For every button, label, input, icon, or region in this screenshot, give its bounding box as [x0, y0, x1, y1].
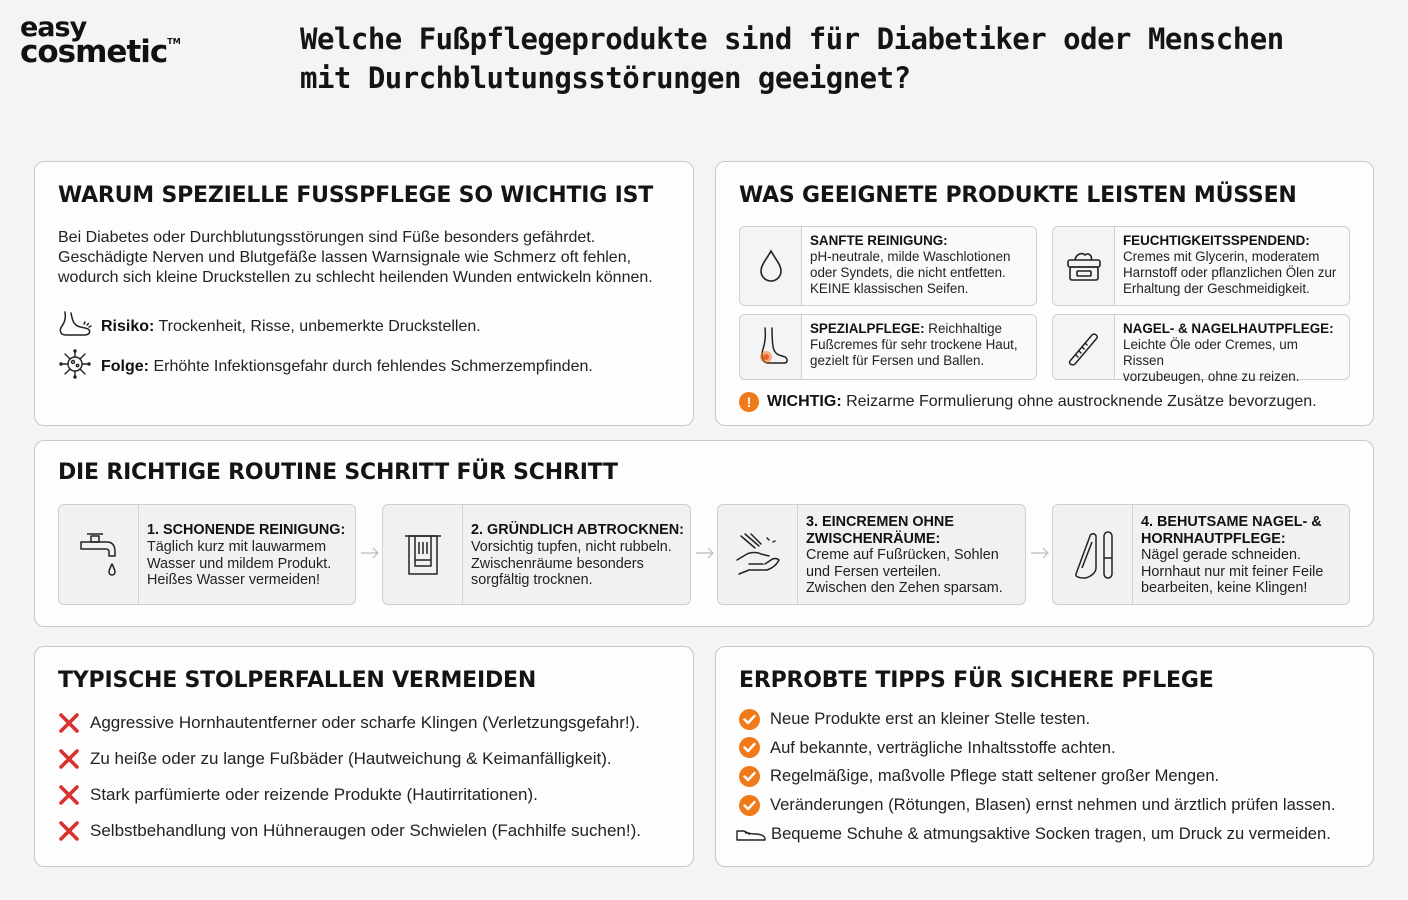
- step-arrow-icon: [360, 547, 380, 559]
- page-title: Welche Fußpflegeprodukte sind für Diabetiker oder Menschen mit Durchblutungsstörungen geeignet?: [300, 22, 1284, 95]
- red-x-icon: [58, 784, 80, 806]
- pitfalls-panel: [34, 646, 694, 867]
- red-x-icon: [58, 712, 80, 734]
- pitfalls-list: [58, 705, 641, 849]
- hand-cream-icon: [718, 505, 798, 604]
- list-item: Aggressive Hornhautentferner oder scharfe Klingen (Verletzungsgefahr!).: [58, 705, 641, 741]
- tips-panel: [715, 646, 1374, 867]
- orange-check-icon: [739, 766, 760, 787]
- list-item: Bequeme Schuhe & atmungsaktive Socken tragen, um Druck zu vermeiden.: [739, 819, 1335, 848]
- products-heading: WAS GEEIGNETE PRODUKTE LEISTEN MÜSSEN: [739, 183, 1297, 208]
- foot-heel-icon: [740, 315, 802, 379]
- list-item: Auf bekannte, verträgliche Inhaltsstoffe achten.: [739, 734, 1335, 763]
- why-panel: [34, 161, 694, 426]
- tips-list: [739, 705, 1335, 848]
- towel-icon: [383, 505, 463, 604]
- risk-row: Risiko: Trockenheit, Risse, unbemerkte Druckstellen.: [57, 310, 481, 343]
- product-card-nail-care: NAGEL- & NAGELHAUTPFLEGE: Leichte Öle oder Cremes, um Rissen vorzubeugen, ohne zu reizen.: [1052, 314, 1350, 380]
- list-item: Veränderungen (Rötungen, Blasen) ernst nehmen und ärztlich prüfen lassen.: [739, 791, 1335, 820]
- consequence-row: Folge: Erhöhte Infektionsgefahr durch fehlendes Schmerzempfinden.: [57, 348, 593, 385]
- list-item: Stark parfümierte oder reizende Produkte (Hautirritationen).: [58, 777, 641, 813]
- routine-heading: DIE RICHTIGE ROUTINE SCHRITT FÜR SCHRITT: [58, 460, 618, 485]
- nail-clipper-icon: [1053, 505, 1133, 604]
- list-item: Neue Produkte erst an kleiner Stelle testen.: [739, 705, 1335, 734]
- foot-outline-icon: [57, 310, 93, 343]
- red-x-icon: [58, 820, 80, 842]
- routine-step-1: 1. SCHONENDE REINIGUNG: Täglich kurz mit lauwarmem Wasser und mildem Produkt. Heißes Wasser vermeiden!: [58, 504, 356, 605]
- faucet-icon: [59, 505, 139, 604]
- routine-step-2: 2. GRÜNDLICH ABTROCKNEN: Vorsichtig tupfen, nicht rubbeln. Zwischenräume besonders sorgfältig trocknen.: [382, 504, 691, 605]
- products-panel: [715, 161, 1374, 426]
- warning-icon: !: [739, 392, 759, 412]
- routine-step-4: 4. BEHUTSAME NAGEL- & HORNHAUTPFLEGE: Nägel gerade schneiden. Hornhaut nur mit feiner Feile bearbeiten, keine Klingen!: [1052, 504, 1350, 605]
- orange-check-icon: [739, 795, 760, 816]
- water-drop-icon: [740, 227, 802, 305]
- product-card-special-care: SPEZIALPFLEGE: Reichhaltige Fußcremes für sehr trockene Haut, gezielt für Fersen und Ballen.: [739, 314, 1037, 380]
- orange-check-icon: [739, 709, 760, 730]
- orange-check-icon: [739, 737, 760, 758]
- why-heading: WARUM SPEZIELLE FUSSPFLEGE SO WICHTIG IST: [58, 183, 654, 208]
- shoe-icon: [735, 825, 767, 843]
- cream-jar-icon: [1053, 227, 1115, 305]
- product-card-cleansing: SANFTE REINIGUNG: pH-neutrale, milde Waschlotionen oder Syndets, die nicht entfetten. KEINE klassischen Seifen.: [739, 226, 1037, 306]
- pitfalls-heading: TYPISCHE STOLPERFALLEN VERMEIDEN: [58, 668, 537, 693]
- tips-heading: ERPROBTE TIPPS FÜR SICHERE PFLEGE: [739, 668, 1214, 693]
- routine-panel: [34, 440, 1374, 627]
- germ-icon: [57, 348, 93, 385]
- product-card-moisturizing: FEUCHTIGKEITSSPENDEND: Cremes mit Glycerin, moderatem Harnstoff oder pflanzlichen Ölen zur Erhaltung der Geschmeidigkeit.: [1052, 226, 1350, 306]
- routine-step-3: 3. EINCREMEN OHNE ZWISCHENRÄUME: Creme auf Fußrücken, Sohlen und Fersen verteilen. Zwischen den Zehen sparsam.: [717, 504, 1026, 605]
- important-note: ! WICHTIG: Reizarme Formulierung ohne austrocknende Zusätze bevorzugen.: [739, 392, 1317, 412]
- nail-file-icon: [1053, 315, 1115, 379]
- step-arrow-icon: [695, 547, 715, 559]
- list-item: Selbstbehandlung von Hühneraugen oder Schwielen (Fachhilfe suchen!).: [58, 813, 641, 849]
- red-x-icon: [58, 748, 80, 770]
- brand-logo: easy cosmetic™: [20, 12, 181, 71]
- step-arrow-icon: [1030, 547, 1050, 559]
- list-item: Regelmäßige, maßvolle Pflege statt seltener großer Mengen.: [739, 762, 1335, 791]
- list-item: Zu heiße oder zu lange Fußbäder (Hautweichung & Keimanfälligkeit).: [58, 741, 641, 777]
- why-intro: Bei Diabetes oder Durchblutungsstörungen sind Füße besonders gefährdet. Geschädigte Nerven und Blutgefäße lassen Warnsignale wie Schmerz oft fehlen, wodurch sich kleine Druckstellen zu schlecht heilenden Wunden entwickeln können.: [58, 229, 653, 286]
